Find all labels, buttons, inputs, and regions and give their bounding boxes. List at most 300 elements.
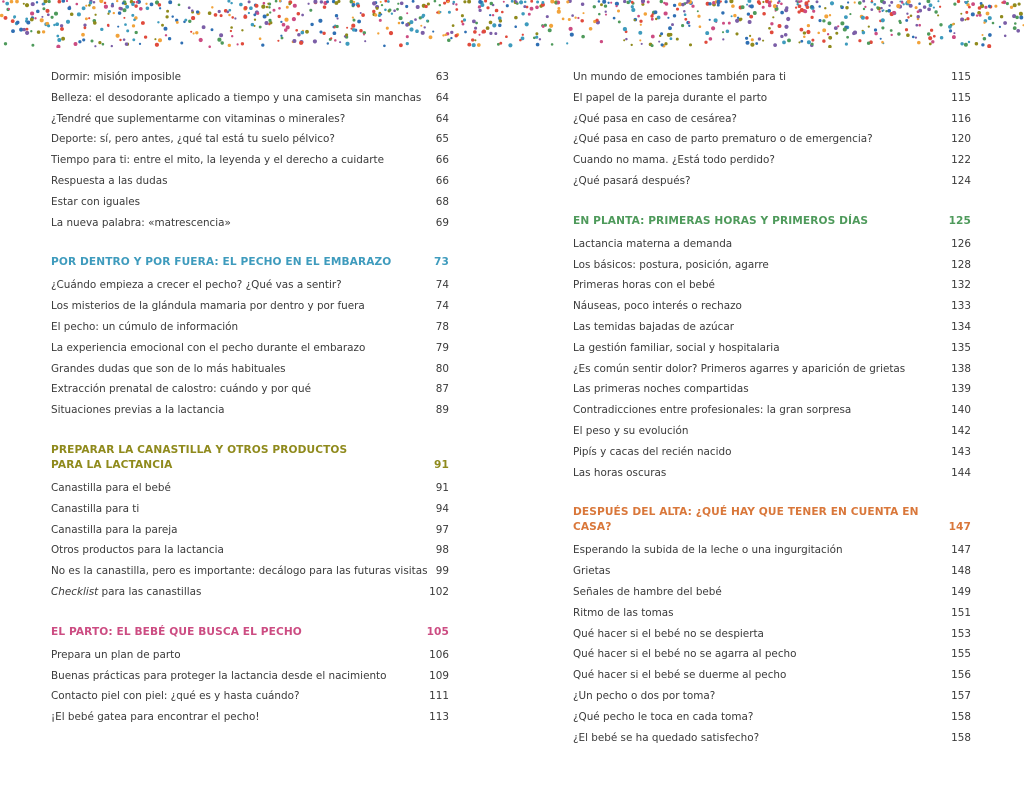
- entry-page-number: 134: [951, 320, 971, 333]
- confetti-dot: [971, 12, 975, 16]
- confetti-dot: [530, 7, 534, 11]
- entry-title: ¿El bebé se ha quedado satisfecho?: [573, 731, 760, 744]
- entry-title: ¿Es común sentir dolor? Primeros agarres y aparición de grietas: [573, 362, 906, 375]
- toc-entry: [51, 338, 449, 359]
- confetti-dot: [165, 15, 168, 18]
- confetti-dot: [211, 28, 214, 31]
- confetti-dot: [125, 42, 128, 45]
- confetti-dot: [930, 29, 933, 32]
- entry-title: Qué hacer si el bebé no se agarra al pecho: [573, 648, 797, 661]
- confetti-dot: [475, 22, 478, 25]
- section-heading: [51, 443, 449, 473]
- confetti-dot: [409, 20, 413, 24]
- confetti-dot: [282, 23, 286, 27]
- confetti-dot: [641, 43, 643, 45]
- confetti-dot: [243, 15, 247, 19]
- confetti-dot: [1003, 21, 1007, 25]
- confetti-dot: [472, 43, 476, 47]
- section-heading: [573, 214, 971, 229]
- confetti-dot: [353, 1, 355, 3]
- toc-entry: [573, 296, 971, 317]
- confetti-dot: [409, 27, 413, 31]
- confetti-dot: [414, 18, 417, 21]
- confetti-dot: [219, 33, 223, 37]
- confetti-dot: [126, 29, 129, 32]
- confetti-dot: [77, 12, 81, 16]
- confetti-dot: [217, 38, 221, 42]
- confetti-dot: [670, 37, 673, 40]
- confetti-dot: [618, 20, 621, 23]
- confetti-dot: [131, 14, 134, 17]
- confetti-dot: [357, 20, 361, 24]
- entry-page-number: 99: [435, 565, 449, 578]
- confetti-dot: [581, 35, 585, 39]
- confetti-dot: [424, 26, 426, 28]
- confetti-dot: [26, 21, 30, 25]
- confetti-dot: [982, 34, 984, 36]
- confetti-dot: [305, 30, 309, 34]
- confetti-dot: [51, 16, 54, 19]
- entry-title-rest: para las canastillas: [98, 585, 202, 598]
- confetti-dot: [992, 22, 995, 25]
- entry-title: ¿Cuándo empieza a crecer el pecho? ¿Qué vas a sentir?: [51, 279, 342, 292]
- section-title: POR DENTRO Y POR FUERA: EL PECHO EN EL EMBARAZO: [51, 256, 392, 269]
- confetti-dot: [372, 1, 376, 5]
- confetti-dot: [816, 0, 819, 3]
- confetti-dot: [364, 40, 366, 42]
- confetti-dot: [699, 25, 702, 28]
- confetti-dot: [811, 43, 814, 46]
- confetti-dot: [750, 4, 754, 8]
- confetti-dot: [359, 29, 362, 32]
- toc-section: [51, 67, 449, 233]
- confetti-dot: [639, 20, 642, 23]
- confetti-dot: [48, 0, 51, 3]
- entry-title: Dormir: misión imposible: [51, 71, 182, 83]
- confetti-dot: [777, 1, 780, 4]
- entry-page-number: 87: [435, 383, 449, 396]
- confetti-dot: [486, 26, 490, 30]
- confetti-dot: [983, 22, 985, 24]
- confetti-dot: [528, 13, 531, 16]
- confetti-dot: [768, 27, 771, 30]
- confetti-dot: [596, 19, 599, 22]
- confetti-dot: [746, 4, 748, 6]
- entry-title: ¿Qué pecho le toca en cada toma?: [573, 710, 754, 723]
- confetti-dot: [933, 7, 935, 9]
- confetti-dot: [724, 0, 727, 3]
- confetti-dot: [190, 31, 192, 33]
- entry-page-number: 111: [429, 690, 449, 703]
- confetti-dot: [350, 0, 353, 3]
- confetti-dot: [292, 17, 296, 21]
- confetti-dot: [297, 33, 301, 37]
- confetti-dot: [885, 10, 887, 12]
- entry-page-number: 63: [435, 71, 449, 83]
- confetti-dot: [268, 19, 271, 22]
- confetti-dot: [478, 34, 480, 36]
- confetti-dot: [623, 0, 626, 3]
- confetti-dot: [589, 27, 593, 31]
- confetti-dot: [376, 7, 379, 10]
- entry-title: Esperando la subida de la leche o una ingurgitación: [573, 544, 843, 557]
- confetti-dot: [571, 14, 574, 17]
- confetti-dot: [267, 3, 269, 5]
- confetti-dot: [66, 0, 68, 2]
- confetti-dot: [15, 0, 19, 3]
- confetti-dot: [406, 12, 408, 14]
- confetti-dot: [960, 18, 964, 22]
- confetti-dot: [881, 26, 884, 29]
- confetti-dot: [295, 29, 298, 32]
- confetti-dot: [10, 0, 14, 3]
- toc-entry: [573, 728, 971, 749]
- confetti-dot: [746, 41, 750, 45]
- toc-entry: [51, 213, 449, 234]
- confetti-dot: [880, 38, 882, 40]
- confetti-dot: [933, 35, 936, 38]
- confetti-dot: [577, 17, 579, 19]
- toc-entry: [573, 540, 971, 561]
- entry-page-number: 64: [435, 91, 449, 104]
- section-title: EN PLANTA: PRIMERAS HORAS Y PRIMEROS DÍAS: [573, 214, 869, 227]
- confetti-dot: [797, 10, 800, 13]
- section-title: DESPUÉS DEL ALTA: ¿QUÉ HAY QUE TENER EN CUENTA EN CASA?: [573, 506, 919, 534]
- toc-entry: [51, 317, 449, 338]
- entry-page-number: 64: [435, 112, 449, 125]
- confetti-dot: [472, 20, 476, 24]
- confetti-dot: [796, 3, 798, 5]
- confetti-dot: [54, 12, 58, 16]
- entry-page-number: 148: [951, 565, 971, 578]
- confetti-dot: [931, 40, 934, 43]
- confetti-dot: [881, 41, 884, 44]
- confetti-dot: [639, 39, 641, 41]
- confetti-dot: [107, 24, 110, 27]
- confetti-dot: [803, 36, 806, 39]
- confetti-dot: [1014, 22, 1017, 25]
- entry-page-number: 132: [951, 279, 971, 292]
- confetti-dot: [248, 0, 251, 3]
- toc-section: [573, 214, 971, 484]
- confetti-dot: [566, 42, 568, 44]
- confetti-dot: [949, 29, 952, 32]
- confetti-dot: [117, 26, 119, 28]
- confetti-dot: [30, 30, 32, 32]
- confetti-dot: [60, 24, 63, 27]
- entry-title: Prepara un plan de parto: [51, 648, 181, 661]
- confetti-dot: [244, 6, 248, 10]
- confetti-dot: [471, 38, 474, 41]
- confetti-dot: [980, 2, 983, 5]
- confetti-dot: [882, 1, 885, 4]
- entry-title: ¿Qué pasa en caso de cesárea?: [573, 112, 737, 125]
- confetti-dot: [31, 2, 35, 6]
- confetti-dot: [979, 14, 982, 17]
- toc-entry: [573, 442, 971, 463]
- confetti-dot: [733, 14, 736, 17]
- confetti-dot: [604, 4, 607, 7]
- confetti-dot: [803, 31, 806, 34]
- entry-page-number: 147: [951, 544, 971, 557]
- confetti-dot: [241, 42, 244, 45]
- confetti-dot: [805, 1, 809, 5]
- confetti-dot: [421, 31, 425, 35]
- entry-page-number: 142: [951, 424, 971, 437]
- entry-title: Las temidas bajadas de azúcar: [573, 320, 734, 333]
- entry-page-number: 151: [951, 606, 971, 619]
- confetti-dot: [515, 0, 518, 3]
- entry-title: Pipís y cacas del recién nacido: [573, 445, 732, 458]
- confetti-dot: [145, 3, 147, 5]
- toc-entry: [51, 150, 449, 171]
- confetti-dot: [286, 25, 290, 29]
- confetti-dot: [737, 17, 739, 19]
- entry-title: Otros productos para la lactancia: [51, 544, 224, 557]
- confetti-dot: [228, 44, 231, 47]
- confetti-dot: [952, 35, 956, 39]
- confetti-dot: [1019, 16, 1023, 20]
- entry-page-number: 156: [951, 669, 971, 682]
- toc-entry: [573, 129, 971, 150]
- confetti-dot: [1018, 3, 1021, 6]
- confetti-dot: [46, 9, 50, 13]
- confetti-dot: [905, 19, 908, 22]
- confetti-dot: [42, 7, 45, 10]
- confetti-dot: [94, 14, 96, 16]
- entry-title: Los misterios de la glándula mamaria por dentro y por fuera: [51, 300, 365, 313]
- confetti-dot: [988, 16, 992, 20]
- confetti-dot: [89, 1, 92, 4]
- confetti-dot: [141, 21, 145, 25]
- confetti-dot: [230, 26, 233, 29]
- toc-entry: [573, 379, 971, 400]
- confetti-dot: [709, 37, 713, 41]
- confetti-dot: [191, 16, 195, 20]
- confetti-dot: [784, 8, 788, 12]
- confetti-dot: [607, 2, 609, 4]
- confetti-dot: [426, 20, 428, 22]
- confetti-dot: [879, 10, 881, 12]
- entry-title: Contradicciones entre profesionales: la gran sorpresa: [573, 404, 852, 417]
- confetti-dot: [335, 14, 338, 17]
- entry-page-number: 89: [435, 404, 449, 417]
- confetti-dot: [939, 6, 941, 8]
- confetti-dot: [960, 13, 962, 15]
- confetti-dot: [749, 35, 751, 37]
- confetti-dot: [923, 5, 926, 8]
- confetti-dot: [345, 42, 349, 46]
- confetti-dot: [965, 11, 968, 14]
- confetti-dot: [907, 16, 909, 18]
- confetti-dot: [60, 27, 64, 31]
- confetti-dot: [452, 24, 455, 27]
- confetti-dot: [239, 3, 243, 7]
- entry-page-number: 106: [429, 648, 449, 661]
- confetti-dot: [398, 22, 401, 25]
- confetti-dot: [81, 33, 85, 37]
- confetti-dot: [937, 14, 939, 16]
- entry-title: ¿Qué pasa en caso de parto prematuro o de emergencia?: [573, 133, 873, 146]
- toc-section: [51, 625, 449, 728]
- confetti-dot: [1019, 12, 1023, 16]
- confetti-dot: [887, 9, 891, 13]
- confetti-dot: [806, 5, 810, 9]
- confetti-dot: [927, 32, 930, 35]
- confetti-dot: [810, 16, 813, 19]
- confetti-dot: [798, 41, 800, 43]
- confetti-dot: [548, 28, 552, 32]
- confetti-dot: [30, 18, 34, 22]
- confetti-dot: [533, 36, 536, 39]
- entry-title: Ritmo de las tomas: [573, 606, 674, 619]
- confetti-dot: [915, 36, 917, 38]
- toc-entry: [51, 171, 449, 192]
- confetti-dot: [478, 9, 481, 12]
- confetti-dot: [132, 38, 135, 41]
- entry-page-number: 98: [435, 544, 449, 557]
- confetti-dot: [333, 31, 337, 35]
- confetti-dot: [651, 18, 654, 21]
- confetti-dot: [180, 42, 183, 45]
- entry-page-number: 133: [951, 300, 971, 313]
- confetti-dot: [549, 24, 553, 28]
- confetti-dot: [259, 37, 262, 40]
- toc-section: [573, 505, 971, 748]
- confetti-dot: [227, 0, 230, 3]
- confetti-dot: [74, 42, 78, 46]
- confetti-dot: [874, 32, 877, 35]
- confetti-dot: [776, 5, 778, 7]
- confetti-dot: [897, 32, 900, 35]
- confetti-dot: [195, 31, 198, 34]
- confetti-dot: [345, 33, 348, 36]
- confetti-dot: [478, 5, 481, 8]
- confetti-dot: [762, 6, 765, 9]
- section-title: PREPARAR LA CANASTILLA Y OTROS PRODUCTOS PARA LA LACTANCIA: [51, 443, 348, 471]
- entry-title: El peso y su evolución: [573, 424, 689, 437]
- confetti-dot: [525, 22, 529, 26]
- confetti-dot: [104, 2, 107, 5]
- confetti-dot: [762, 1, 764, 3]
- confetti-dot: [786, 17, 790, 21]
- confetti-dot: [322, 32, 325, 35]
- confetti-dot: [412, 0, 415, 3]
- confetti-dot: [415, 29, 419, 33]
- confetti-dot: [874, 28, 877, 31]
- confetti-dot: [600, 40, 603, 43]
- confetti-dot: [634, 19, 636, 21]
- confetti-dot: [800, 40, 803, 43]
- confetti-dot: [676, 38, 679, 41]
- confetti-dot: [858, 1, 862, 5]
- confetti-dot: [384, 0, 387, 2]
- confetti-dot: [119, 39, 121, 41]
- confetti-dot: [494, 32, 497, 35]
- confetti-dot: [631, 5, 634, 8]
- confetti-dot: [915, 24, 918, 27]
- confetti-dot: [400, 2, 404, 6]
- toc-entry: [51, 540, 449, 561]
- entry-page-number: 68: [435, 195, 449, 208]
- confetti-dot: [310, 23, 313, 26]
- confetti-dot: [171, 15, 173, 17]
- confetti-dot: [299, 41, 303, 45]
- confetti-dot: [313, 39, 317, 43]
- confetti-dot: [837, 25, 839, 27]
- confetti-dot: [82, 6, 86, 10]
- confetti-dot: [912, 36, 915, 39]
- confetti-dot: [420, 25, 422, 27]
- confetti-dot: [188, 20, 191, 23]
- confetti-dot: [901, 2, 903, 4]
- confetti-dot: [251, 23, 255, 27]
- confetti-dot: [4, 42, 7, 45]
- entry-title: Tiempo para ti: entre el mito, la leyenda y el derecho a cuidarte: [51, 154, 384, 167]
- entry-title: ¡El bebé gatea para encontrar el pecho!: [51, 711, 260, 724]
- confetti-dot: [957, 0, 960, 3]
- confetti-dot: [882, 9, 884, 11]
- entry-page-number: 66: [435, 174, 449, 187]
- confetti-dot: [521, 12, 524, 15]
- confetti-dot: [631, 8, 635, 12]
- confetti-dot: [263, 15, 267, 19]
- confetti-dot: [489, 32, 492, 35]
- confetti-dot: [965, 1, 968, 4]
- confetti-dot: [164, 27, 168, 31]
- confetti-dot: [144, 35, 147, 38]
- section-page-number: 125: [948, 214, 971, 227]
- confetti-dot: [971, 2, 975, 6]
- confetti-dot: [640, 24, 642, 26]
- confetti-dot: [67, 6, 71, 10]
- confetti-dot: [330, 37, 332, 39]
- confetti-dot: [542, 25, 545, 28]
- confetti-dot: [30, 11, 34, 15]
- confetti-dot: [123, 38, 126, 41]
- toc-entry: [573, 150, 971, 171]
- confetti-dot: [910, 14, 913, 17]
- confetti-dot: [523, 5, 526, 8]
- confetti-dot: [593, 5, 596, 8]
- confetti-dot: [844, 15, 848, 19]
- confetti-dot: [155, 43, 159, 47]
- confetti-dot: [890, 34, 892, 36]
- confetti-dot: [93, 1, 96, 4]
- confetti-dot: [278, 15, 281, 18]
- confetti-dot: [286, 6, 289, 9]
- entry-page-number: 97: [435, 523, 449, 536]
- confetti-dot: [551, 43, 554, 46]
- confetti-dot: [199, 38, 203, 42]
- confetti-dot: [784, 33, 788, 37]
- confetti-dot: [704, 41, 707, 44]
- entry-title: Cuando no mama. ¿Está todo perdido?: [573, 154, 775, 167]
- confetti-dot: [351, 24, 355, 28]
- entry-page-number: 140: [951, 404, 971, 417]
- confetti-dot: [524, 1, 527, 4]
- confetti-dot: [292, 39, 296, 43]
- confetti-dot: [360, 12, 362, 14]
- entry-page-number: 155: [951, 648, 971, 661]
- confetti-dot: [196, 10, 199, 13]
- confetti-dot: [915, 6, 918, 9]
- confetti-dot: [381, 4, 383, 6]
- confetti-dot: [688, 25, 690, 27]
- confetti-dot: [770, 31, 774, 35]
- confetti-dot: [230, 2, 232, 4]
- confetti-dot: [47, 13, 50, 16]
